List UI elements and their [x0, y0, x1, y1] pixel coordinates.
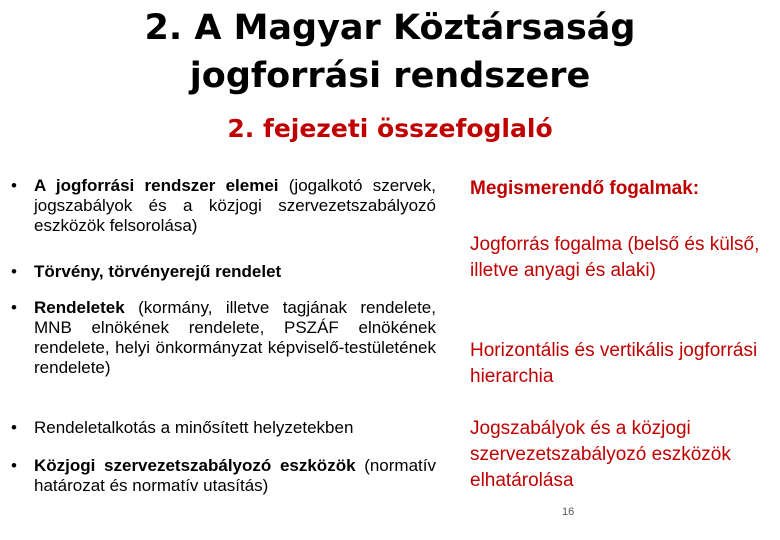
slide-subtitle: 2. fejezeti összefoglaló — [227, 114, 553, 143]
bullet-item-3-text: (kormány, illetve tagjának rendelete, MNB elnökének rendelete, PSZÁF elnökének rendelete, helyi önkormányzat képviselő-testületének rendelete) — [34, 298, 436, 377]
bullet-item-1 — [8, 176, 436, 236]
concept-item-3: Jogszabályok és a közjogi szervezetszabályozó eszközök elhatárolása — [470, 418, 731, 491]
bullet-item-5-text: (normatív határozat és normatív utasítás) — [34, 456, 436, 495]
concept-item-2: Horizontális és vertikális jogforrási hierarchia — [470, 340, 758, 387]
bullet-item-1-bold: A jogforrási rendszer elemei — [34, 176, 279, 195]
concept-item-1: Jogforrás fogalma (belső és külső, illetve anyagi és alaki) — [470, 234, 760, 281]
bullet-item-3 — [8, 298, 436, 378]
concepts-heading: Megismerendő fogalmak: — [470, 178, 700, 199]
bullet-item-2 — [8, 262, 436, 282]
bullet-item-5-bold: Közjogi szervezetszabályozó eszközök — [34, 456, 356, 475]
bullet-item-4-text: Rendeletalkotás a minősített helyzetekben — [34, 418, 354, 437]
bullet-item-2-bold: Törvény, törvényerejű rendelet — [34, 262, 282, 281]
bullet-item-4 — [8, 418, 436, 438]
bullet-item-3-bold: Rendeletek — [34, 298, 125, 317]
slide-title-line-2: jogforrási rendszere — [189, 56, 591, 96]
page-number: 16 — [562, 506, 575, 518]
bullet-item-1-text: (jogalkotó szervek, jogszabályok és a közjogi szervezetszabályozó eszközök felsorolása) — [34, 176, 436, 235]
bullet-item-5 — [8, 456, 436, 496]
slide-title — [0, 4, 780, 100]
slide-title-line-1: 2. A Magyar Köztársaság — [144, 8, 636, 48]
